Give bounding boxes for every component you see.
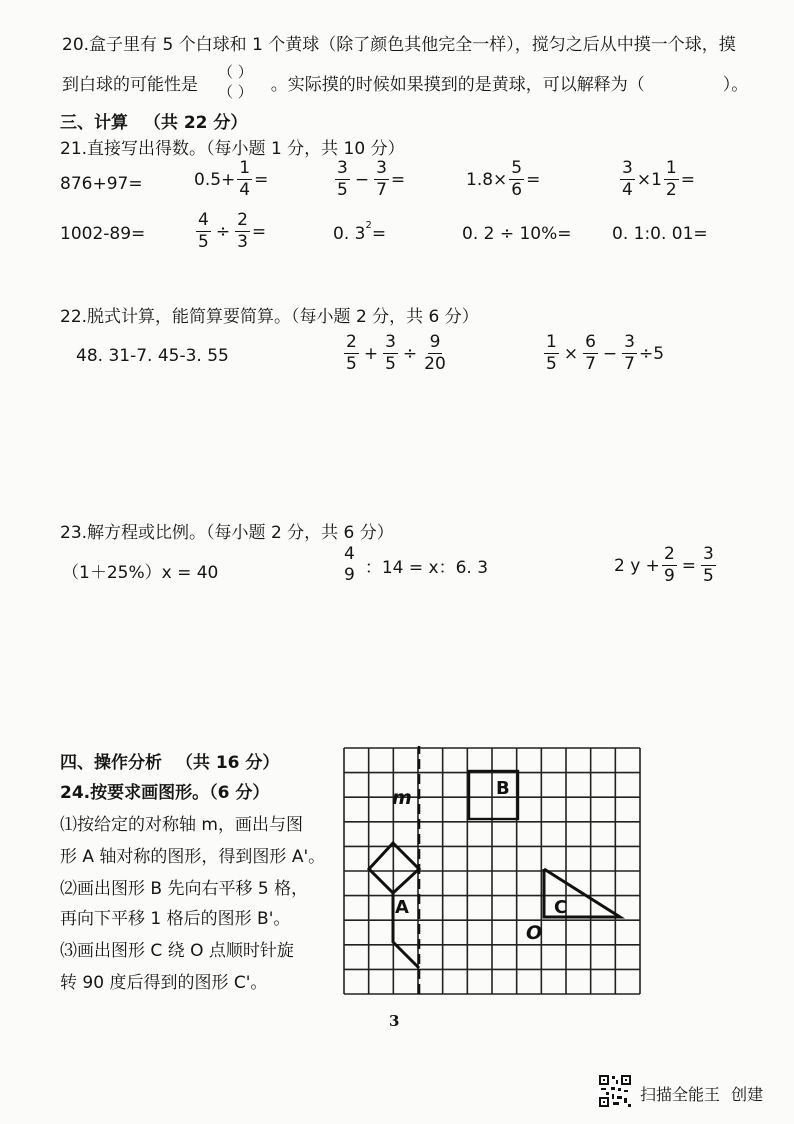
q24-line1: ⑴按给定的对称轴 m，画出与图 [60,815,303,835]
numerator: 3 [337,158,348,178]
denominator: 4 [622,180,633,200]
q21-e5-eq: = [680,169,695,190]
q22-e2-fraction-3 [422,334,448,373]
q22-e3-tail: ÷5 [638,343,665,364]
denominator: 20 [424,354,446,374]
qr-code-icon [598,1074,632,1108]
q21-e7-op: ÷ [215,221,231,242]
q22-e2-fraction-1 [344,334,359,373]
q21-e2-a: 0.5+ [194,169,236,190]
section3-score: （共 22 分） [143,113,248,133]
denominator: 2 [665,180,677,200]
section3-title: 三、计算 [60,113,128,133]
q21-expr-6 [60,220,145,248]
q21-expr-10 [612,220,708,248]
denominator: 5 [198,232,209,252]
numerator: 9 [429,332,441,352]
scanner-watermark [640,1082,763,1105]
numerator: 2 [663,544,675,564]
q24-line2: 形 A 轴对称的图形，得到图形 A'。 [60,847,326,867]
q20-line2-end: ）。 [722,74,749,95]
q20-answer-blank[interactable] [218,62,253,103]
numerator: 3 [385,332,396,352]
q21-expr-1 [60,170,143,198]
q21-e7-fraction-1 [196,212,211,251]
q23-e1-text: （1＋25%）x = 40 [62,562,219,583]
q23-e3-a: 2 y + [614,555,660,576]
q21-e8-base: 0. 3 [333,224,366,244]
q23-expr-3 [614,546,718,585]
q21-e7-fraction-2 [235,212,250,251]
q21-expr-8 [333,220,386,248]
q23-e2-tail: ：14 = x：6. 3 [364,557,489,578]
q24-line3: ⑵画出图形 B 先向右平移 5 格， [60,879,309,899]
numerator: 6 [585,332,596,352]
q21-e4-eq: = [526,169,541,190]
page-number: 3 [389,1012,400,1030]
shape-b [469,771,518,819]
q22-e3-fraction-1 [544,334,559,373]
grid-lines [344,748,640,994]
denominator: 6 [511,180,523,200]
q22-e3-fraction-2 [583,334,598,373]
q22-e3-op2: − [602,343,618,364]
q20-line2-post: 。实际摸的时候如果摸到的是黄球，可以解释为（ [270,74,645,95]
denominator: 7 [624,354,635,374]
q21-expr-5 [618,160,695,199]
axis-label-m: m [392,787,412,809]
section4-score: （共 16 分） [175,753,280,773]
scanner-suffix: 创建 [731,1085,764,1104]
q20-line2 [62,62,748,103]
q21-e9-text: 0. 2 ÷ 10%= [462,224,572,244]
denominator: 7 [376,180,387,200]
q20-line2-pre: 到白球的可能性是 [62,74,198,95]
numerator: 5 [511,158,523,178]
q21-e4-fraction [509,160,524,199]
q20-line1: 20.盒子里有 5 个白球和 1 个黄球（除了颜色其他完全一样），搅匀之后从中摸一个球，摸 [62,35,736,55]
q21-e3-fraction-2 [374,160,389,199]
q22-e2-op1: + [363,343,379,364]
numerator: 4 [198,210,209,230]
denominator: 4 [239,180,251,200]
numerator: 1 [546,332,557,352]
numerator: 3 [376,158,387,178]
q21-expr-7 [194,212,266,251]
q22-e1-text: 48. 31-7. 45-3. 55 [76,346,229,366]
section4-heading [60,748,279,773]
denominator: 5 [337,180,348,200]
q21-e3-op: − [354,169,370,190]
q21-e8-exponent: 2 [365,220,372,231]
q22-e3-op1: × [563,343,579,364]
q21-e2-eq: = [254,169,269,190]
numerator: 2 [346,332,357,352]
q21-e8-eq: = [371,224,387,244]
denominator: 9 [663,566,675,586]
numerator: 3 [624,332,635,352]
denominator: 5 [546,354,557,374]
section3-heading [60,108,247,133]
q21-e7-eq: = [251,221,267,242]
q24-title: 24.按要求画图形。（6 分） [60,783,270,803]
q20-blank-top: （ ） [218,63,253,81]
numerator: 3 [622,158,633,178]
q22-e2-op2: ÷ [402,343,418,364]
numerator: 2 [237,210,248,230]
rotation-point-label-o: O [526,922,543,944]
q22-e2-fraction-2 [383,334,398,373]
section4-title: 四、操作分析 [60,753,162,773]
numerator: 3 [703,544,714,564]
q21-e2-fraction [237,160,252,199]
q22-expr-1 [76,342,229,370]
q24-line6: 转 90 度后得到的图形 C'。 [60,973,268,993]
q22-e3-fraction-3 [622,334,637,373]
denominator: 9 [344,565,355,585]
scanner-brand: 扫描全能王 [640,1085,721,1104]
q21-e5-fraction-2 [664,160,679,199]
q23-e3-eq: = [681,555,697,576]
q21-e10-text: 0. 1:0. 01= [612,224,708,244]
q23-title: 23.解方程或比例。（每小题 2 分，共 6 分） [60,523,394,543]
q21-e1-text: 876+97= [60,174,143,194]
q20-blank-bottom: （ ） [218,83,253,102]
q21-expr-4 [466,160,540,199]
numerator: 1 [239,158,251,178]
denominator: 5 [385,354,396,374]
q23-e3-fraction-2 [701,546,716,585]
q21-e3-fraction-1 [335,160,350,199]
q21-e4-a: 1.8× [466,169,508,190]
q23-expr-2 [340,546,488,584]
q21-expr-9 [462,220,572,248]
q23-e2-fraction [342,546,357,584]
q24-line4: 再向下平移 1 格后的图形 B'。 [60,909,291,929]
denominator: 3 [237,232,248,252]
shape-a-label: A [395,897,409,918]
q21-e6-text: 1002-89= [60,224,146,244]
shape-c-label: C [554,897,568,918]
denominator: 5 [346,354,357,374]
q21-expr-2 [194,160,268,199]
denominator: 5 [703,566,714,586]
q21-e5-op: ×1 [636,169,662,190]
numerator: 4 [344,544,355,564]
q23-e3-fraction-1 [662,546,677,585]
q24-line5: ⑶画出图形 C 绕 O 点顺时针旋 [60,941,294,961]
q21-title: 21.直接写出得数。（每小题 1 分，共 10 分） [60,139,405,159]
numerator: 1 [665,158,677,178]
q22-expr-3 [542,334,664,373]
q22-title: 22.脱式计算，能简算要简算。（每小题 2 分，共 6 分） [60,307,479,327]
q22-expr-2 [342,334,450,373]
q21-e3-eq: = [390,169,406,190]
q21-expr-3 [333,160,405,199]
denominator: 7 [585,354,596,374]
shape-b-label: B [496,778,510,799]
drawing-grid[interactable] [340,746,644,998]
q21-e5-fraction-1 [620,160,635,199]
q23-expr-1 [62,556,218,584]
